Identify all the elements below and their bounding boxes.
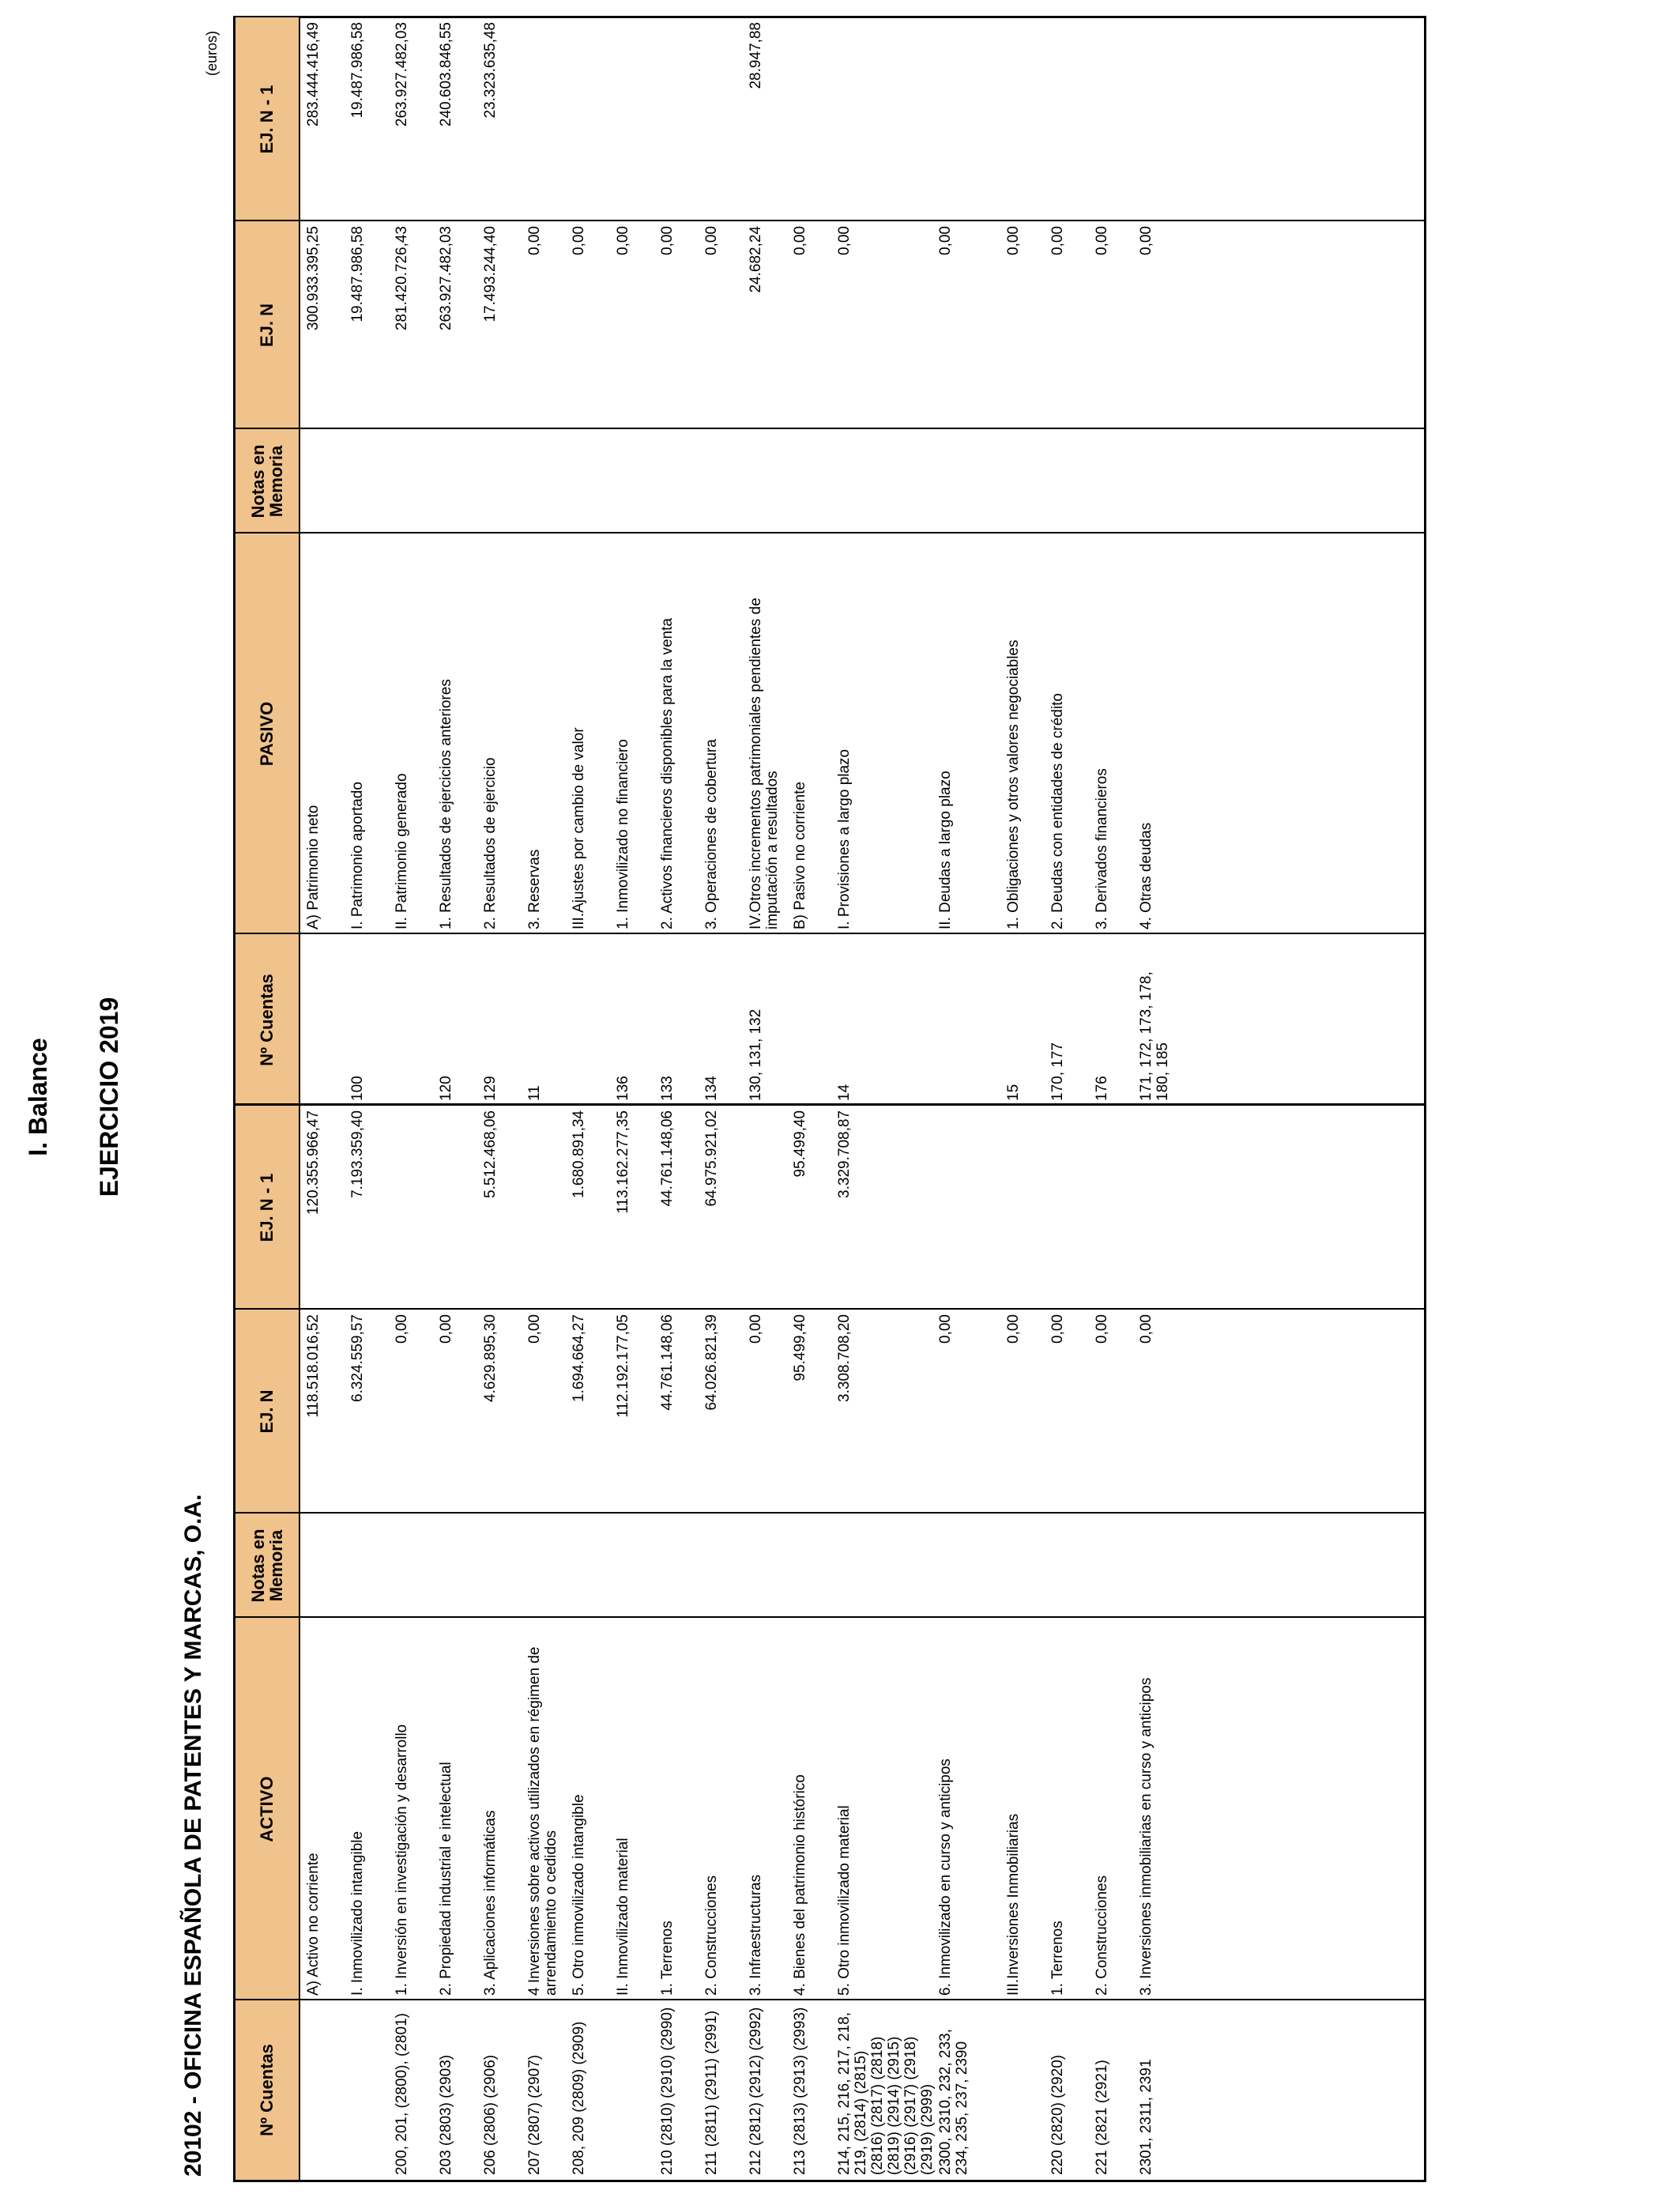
pasivo-ejn-cell: 300.933.395,25: [305, 226, 322, 331]
activo-label-cell: I. Inmovilizado intangible: [349, 1830, 366, 1996]
activo-ejn-cell: 0,00: [1005, 1314, 1022, 1344]
activo-ejn-cell: 0,00: [748, 1314, 764, 1344]
balance-table: [233, 16, 1426, 2182]
header-pasivo: PASIVO: [235, 533, 299, 934]
activo-ejn-cell: 3.308.708,20: [836, 1314, 853, 1402]
activo-cuentas-cell: 212 (2812) (2912) (2992): [748, 2007, 764, 2175]
pasivo-ejn-cell: 0,00: [836, 226, 853, 255]
pasivo-ejn-cell: 0,00: [1005, 226, 1022, 255]
activo-cuentas-cell: 213 (2813) (2913) (2993): [792, 2007, 808, 2175]
activo-label-cell: II. Inmovilizado material: [615, 1838, 631, 1996]
header-ejn-activo: EJ. N: [235, 1310, 299, 1514]
activo-label-cell: III.Inversiones Inmobiliarias: [1005, 1813, 1022, 1996]
activo-label-cell: 3. Infraestructuras: [748, 1874, 764, 1996]
pasivo-ejn-cell: 0,00: [703, 226, 720, 255]
header-ejn1-activo: EJ. N - 1: [235, 1106, 299, 1310]
activo-cuentas-cell: 200, 201, (2800), (2801): [394, 2013, 410, 2175]
header-notas-activo: Notas en Memoria: [235, 1514, 299, 1618]
pasivo-label-cell: 2. Resultados de ejercicio: [482, 757, 499, 929]
activo-ejn1-cell: 113.162.277,35: [615, 1110, 631, 1214]
header-ejn1-pasivo: EJ. N - 1: [235, 17, 299, 221]
pasivo-label-cell: 1. Obligaciones y otros valores negociables: [1005, 639, 1022, 929]
activo-ejn-cell: 0,00: [394, 1314, 410, 1344]
activo-label-cell: 3. Inversiones inmobiliarias en curso y anticipos: [1138, 1677, 1155, 1996]
activo-ejn1-cell: 3.329.708,87: [836, 1110, 853, 1198]
activo-ejn-cell: 44.761.148,06: [659, 1314, 676, 1411]
pasivo-cuentas-cell: 14: [836, 1084, 853, 1101]
activo-ejn1-cell: 5.512.468,06: [482, 1110, 499, 1198]
activo-label-cell: 1. Terrenos: [659, 1921, 676, 1996]
pasivo-label-cell: 1. Resultados de ejercicios anteriores: [438, 679, 454, 929]
pasivo-label-cell: II. Deudas a largo plazo: [937, 771, 954, 929]
activo-cuentas-cell: 2301, 2311, 2391: [1138, 2059, 1155, 2175]
header-ejn-pasivo: EJ. N: [235, 221, 299, 429]
pasivo-label-cell: I. Provisiones a largo plazo: [836, 748, 853, 929]
activo-label-cell: 2. Construcciones: [703, 1875, 720, 1996]
activo-cuentas-cell: 220 (2820) (2920): [1049, 2054, 1066, 2175]
activo-label-cell: 4. Bienes del patrimonio histórico: [792, 1774, 808, 1996]
pasivo-label-cell: B) Pasivo no corriente: [792, 782, 808, 929]
header-cuentas-activo: Nº Cuentas: [235, 2000, 299, 2180]
activo-cuentas-cell: 211 (2811) (2911) (2991): [703, 2010, 720, 2175]
pasivo-cuentas-cell: 133: [659, 1076, 676, 1101]
pasivo-cuentas-cell: 176: [1094, 1076, 1110, 1101]
activo-cuentas-cell: 210 (2810) (2910) (2990): [659, 2007, 676, 2175]
pasivo-ejn-cell: 0,00: [1138, 226, 1155, 255]
activo-ejn1-cell: 64.975.921,02: [703, 1110, 720, 1207]
activo-cuentas-cell: 207 (2807) (2907): [526, 2054, 543, 2175]
activo-ejn-cell: 0,00: [1138, 1314, 1155, 1344]
pasivo-cuentas-cell: 170, 177: [1049, 1042, 1066, 1101]
activo-cuentas-cell: 214, 215, 216, 217, 218, 219, (2814) (2815) (2816) (2817) (2818) (2819) (2914) (2915) (2916) (2917) (2918) (2919) (2999): [836, 2011, 936, 2175]
activo-ejn-cell: 118.518.016,52: [305, 1314, 322, 1418]
activo-label-cell: 1. Inversión en investigación y desarrollo: [394, 1724, 410, 1996]
activo-ejn-cell: 1.694.664,27: [571, 1314, 587, 1402]
activo-ejn-cell: 0,00: [526, 1314, 543, 1344]
pasivo-ejn-cell: 24.682,24: [748, 226, 764, 293]
pasivo-cuentas-cell: 129: [482, 1076, 499, 1101]
activo-label-cell: 2. Propiedad industrial e intelectual: [438, 1762, 454, 1996]
pasivo-cuentas-cell: 120: [438, 1076, 454, 1101]
activo-ejn-cell: 64.026.821,39: [703, 1314, 720, 1411]
pasivo-label-cell: 4. Otras deudas: [1138, 822, 1155, 929]
activo-ejn1-cell: 44.761.148,06: [659, 1110, 676, 1207]
activo-ejn-cell: 4.629.895,30: [482, 1314, 499, 1402]
activo-cuentas-cell: 208, 209 (2809) (2909): [571, 2021, 587, 2175]
pasivo-ejn-cell: 0,00: [1049, 226, 1066, 255]
pasivo-ejn-cell: 0,00: [1094, 226, 1110, 255]
pasivo-label-cell: 3. Derivados financieros: [1094, 768, 1110, 929]
pasivo-ejn-cell: 263.927.482,03: [438, 226, 454, 331]
activo-cuentas-cell: 203 (2803) (2903): [438, 2054, 454, 2175]
pasivo-cuentas-cell: 171, 172, 173, 178, 180, 185: [1138, 971, 1171, 1101]
activo-label-cell: 5. Otro inmovilizado intangible: [571, 1794, 587, 1996]
section-title: I. Balance: [24, 1038, 52, 1156]
activo-ejn-cell: 112.192.177,05: [615, 1314, 631, 1418]
pasivo-label-cell: A) Patrimonio neto: [305, 805, 322, 929]
exercise-title: EJERCICIO 2019: [95, 997, 123, 1197]
activo-label-cell: 6. Inmovilizado en curso y anticipos: [937, 1759, 954, 1996]
activo-ejn-cell: 6.324.559,57: [349, 1314, 366, 1402]
activo-label-cell: 5. Otro inmovilizado material: [836, 1805, 853, 1996]
pasivo-label-cell: 3. Operaciones de cobertura: [703, 739, 720, 929]
activo-label-cell: 3. Aplicaciones informáticas: [482, 1810, 499, 1996]
pasivo-ejn1-cell: 28.947,88: [748, 22, 764, 89]
pasivo-cuentas-cell: 134: [703, 1076, 720, 1101]
header-activo: ACTIVO: [235, 1618, 299, 2000]
pasivo-label-cell: 3. Reservas: [526, 849, 543, 929]
activo-ejn1-cell: 7.193.359,40: [349, 1110, 366, 1198]
activo-ejn1-cell: 120.355.966,47: [305, 1110, 322, 1216]
entity-title: 20102 - OFICINA ESPAÑOLA DE PATENTES Y MARCAS, O.A.: [180, 1494, 206, 2177]
pasivo-ejn-cell: 281.420.726,43: [394, 226, 410, 331]
pasivo-label-cell: 2. Activos financieros disponibles para la venta: [659, 618, 676, 929]
pasivo-ejn1-cell: 23.323.635,48: [482, 22, 499, 119]
activo-cuentas-cell: 2300, 2310, 232, 233, 234, 235, 237, 2390: [937, 2029, 970, 2175]
header-cuentas-pasivo: Nº Cuentas: [235, 934, 299, 1106]
activo-ejn-cell: 0,00: [937, 1314, 954, 1344]
pasivo-ejn-cell: 17.493.244,40: [482, 226, 499, 322]
pasivo-ejn1-cell: 19.487.986,58: [349, 22, 366, 119]
activo-ejn1-cell: 95.499,40: [792, 1110, 808, 1178]
pasivo-ejn-cell: 0,00: [526, 226, 543, 255]
pasivo-label-cell: II. Patrimonio generado: [394, 773, 410, 929]
activo-ejn-cell: 0,00: [1094, 1314, 1110, 1344]
activo-ejn-cell: 0,00: [1049, 1314, 1066, 1344]
pasivo-cuentas-cell: 15: [1005, 1084, 1022, 1101]
pasivo-label-cell: IV.Otros incrementos patrimoniales pendientes de imputación a resultados: [748, 598, 781, 929]
pasivo-cuentas-cell: 11: [526, 1085, 543, 1101]
pasivo-label-cell: I. Patrimonio aportado: [349, 782, 366, 929]
pasivo-ejn-cell: 0,00: [659, 226, 676, 255]
pasivo-ejn-cell: 0,00: [615, 226, 631, 255]
pasivo-ejn-cell: 0,00: [937, 226, 954, 255]
pasivo-cuentas-cell: 130, 131, 132: [748, 1008, 764, 1101]
activo-label-cell: 1. Terrenos: [1049, 1921, 1066, 1996]
activo-ejn-cell: 0,00: [438, 1314, 454, 1344]
pasivo-ejn-cell: 0,00: [792, 226, 808, 255]
pasivo-label-cell: III.Ajustes por cambio de valor: [571, 727, 587, 929]
pasivo-label-cell: 2. Deudas con entidades de crédito: [1049, 693, 1066, 929]
activo-ejn-cell: 95.499,40: [792, 1314, 808, 1382]
pasivo-cuentas-cell: 100: [349, 1076, 366, 1101]
activo-cuentas-cell: 221 (2821 (2921): [1094, 2060, 1110, 2175]
activo-ejn1-cell: 1.680.891,34: [571, 1110, 587, 1198]
pasivo-cuentas-cell: 136: [615, 1076, 631, 1101]
pasivo-ejn1-cell: 240.603.846,55: [438, 22, 454, 127]
header-notas-pasivo: Notas en Memoria: [235, 429, 299, 533]
pasivo-ejn1-cell: 263.927.482,03: [394, 22, 410, 127]
activo-label-cell: 2. Construcciones: [1094, 1875, 1110, 1996]
pasivo-ejn-cell: 19.487.986,58: [349, 226, 366, 322]
pasivo-ejn-cell: 0,00: [571, 226, 587, 255]
pasivo-ejn1-cell: 283.444.416,49: [305, 22, 322, 127]
activo-cuentas-cell: 206 (2806) (2906): [482, 2054, 499, 2175]
activo-label-cell: A) Activo no corriente: [305, 1853, 322, 1996]
currency-note: (euros): [204, 30, 220, 76]
pasivo-label-cell: 1. Inmovilizado no financiero: [615, 739, 631, 929]
activo-label-cell: 4 Inversiones sobre activos utilizados en régimen de arrendamiento o cedidos: [526, 1646, 559, 1996]
